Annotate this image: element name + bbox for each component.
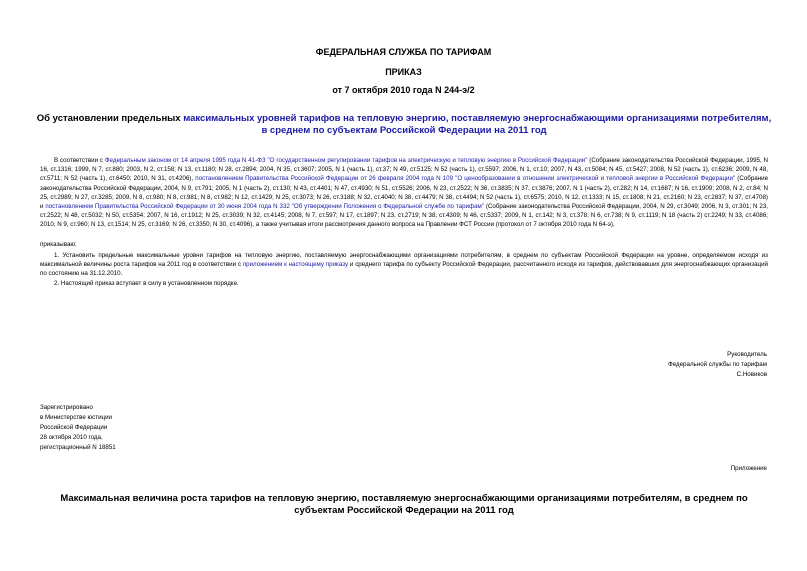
document-type: ПРИКАЗ — [385, 67, 422, 77]
order-word: приказываю: — [40, 241, 77, 248]
item-1-text-1: 1. Установить предельные максимальные уровни тарифов на тепловую энергию, поставляемую энергоснабжающими организациями потребителям, в среднем по субъектам Российской Федерации на уровне, определяемом исходя из максимальной величины роста тарифов на 2011 год в соответствии с — [40, 252, 768, 269]
preamble-text-2: (Собрание законодательства Российской Федерации, 1995, N 16, ст.1316; 1999, N 7, ст.880; 2003, N 2, ст.158; N 13, ст.1180; N 28, ст.2894; 2004, N 35, ст.3607; 2005, N 1 (часть 1), ст.37; N 49, ст.5125; N 52 (часть 1), ст.5597; 2006, N 1, ст.10; 2007, N 43, ст.5084; N 45, ст.5427; 2008, N 52 (часть 1), ст.6236; 2009, N 48, ст.5711; N 52 (часть 1), ст.6450; 2010, N 31, ст.4206), — [40, 157, 768, 183]
title-link[interactable]: максимальных уровней тарифов на тепловую энергию, поставляемую энергоснабжающими организациями потребителям, в среднем по субъектам Российской Федерации на 2011 год — [183, 113, 772, 136]
signature-line-3: С.Новиков — [736, 371, 767, 378]
federal-law-link[interactable]: Федеральным законом от 14 апреля 1995 года N 41-ФЗ "О государственном регулировании тарифов на электрическую и тепловую энергию в Российской Федерации" — [104, 157, 588, 164]
order-items — [40, 251, 768, 288]
order-item-2: 2. Настоящий приказ вступает в силу в установленном порядке. — [54, 279, 239, 287]
preamble-paragraph — [40, 156, 768, 230]
preamble-text-1: В соответствии с — [54, 157, 105, 164]
signature-block — [668, 350, 767, 380]
registration-line-3: Российской Федерации — [40, 424, 108, 431]
appendix-link[interactable]: приложением к настоящему приказу — [242, 261, 349, 269]
agency-name: ФЕДЕРАЛЬНАЯ СЛУЖБА ПО ТАРИФАМ — [315, 47, 492, 57]
title-prefix: Об установлении предельных — [36, 113, 184, 124]
document-date-number: от 7 октября 2010 года N 244-э/2 — [332, 85, 475, 95]
order-item-1 — [40, 251, 768, 279]
signature-line-1: Руководитель — [727, 351, 767, 358]
preamble-text-3: (Собрание законодательства Российской Федерации, 2004, N 9, ст.791; 2005, N 1 (часть 2), ст.130; N 43, ст.4401; N 47, ст.4930; N 51, ст.5526; 2006, N 23, ст.2522; N 36, ст.3835; N 37, ст.3876; 2007, N 1 (часть 2), ст.282; N 14, ст.1687; N 16, ст.1909; 2008, N 2, ст.84; N 25, ст.2989; N 27, ст.3285; 2009, N 8, ст.980; N 8, ст.981; N 8, ст.982; N 12, ст.1429; N 25, ст.3073; N 26, ст.3188; N 32, ст.4040; N 38, ст.4479; N 38, ст.4494; N 52 (часть 1), ст.6575; 2010, N 12, ст.1333; N 15, ст.1808; N 21, ст.2160; N 23, ст.2837; N 37, ст.4708) и — [40, 175, 769, 211]
registration-line-5: регистрационный N 18851 — [40, 444, 116, 451]
appendix-label: Приложение — [730, 465, 767, 472]
document-title — [36, 113, 772, 137]
decree-332-link[interactable]: постановлением Правительства Российской Федерации от 30 июня 2004 года N 332 "Об утверждении Положения о Федеральной службе по тарифам" — [45, 203, 484, 211]
appendix-title: Максимальная величина роста тарифов на тепловую энергию, поставляемую энергоснабжающими организациями потребителям, в среднем по субъектам Российской Федерации на 2011 год — [60, 493, 748, 516]
signature-line-2: Федеральной службы по тарифам — [668, 361, 767, 368]
decree-109-link[interactable]: постановлением Правительства Российской Федерации от 26 февраля 2004 года N 109 "О ценообразовании в отношении электрической и тепловой энергии в Российской Федерации" — [195, 175, 736, 183]
preamble-text-4: (Собрание законодательства Российской Федерации, 2004, N 29, ст.3049; 2006, N 3, ст.301; N 23, ст.2522; N 48, ст.5032; N 50, ст.5354; 2007, N 16, ст.1912; N 25, ст.3039; N 32, ст.4145; 2008, N 7, ст.597; N 17, ст.1897; N 23, ст.2719; N 38, ст.4309; N 46, ст.5337; 2009, N 1, ст.142; N 3, ст.378; N 6, ст.738; N 9, ст.1119; N 18 (часть 2) ст.2249; N 33, ст.4086; 2010, N 9, ст.960; N 13, ст.1514; N 25, ст.3169; N 26, ст.3350; N 30, ст.4096), а также учитывая итоги рассмотрения данного вопроса на Правлении ФСТ России (протокол от 7 октября 2010 года N 64-э), — [40, 203, 768, 229]
registration-block — [40, 403, 116, 453]
registration-line-4: 28 октября 2010 года, — [40, 434, 103, 441]
registration-line-1: Зарегистрировано — [40, 404, 93, 411]
item-1-text-2: и среднего тарифа по субъекту Российской Федерации, рассчитанного исходя из тарифов, действовавших для энергоснабжающих организаций по состоянию на 31.12.2010. — [40, 261, 768, 278]
registration-line-2: в Министерстве юстиции — [40, 414, 113, 421]
